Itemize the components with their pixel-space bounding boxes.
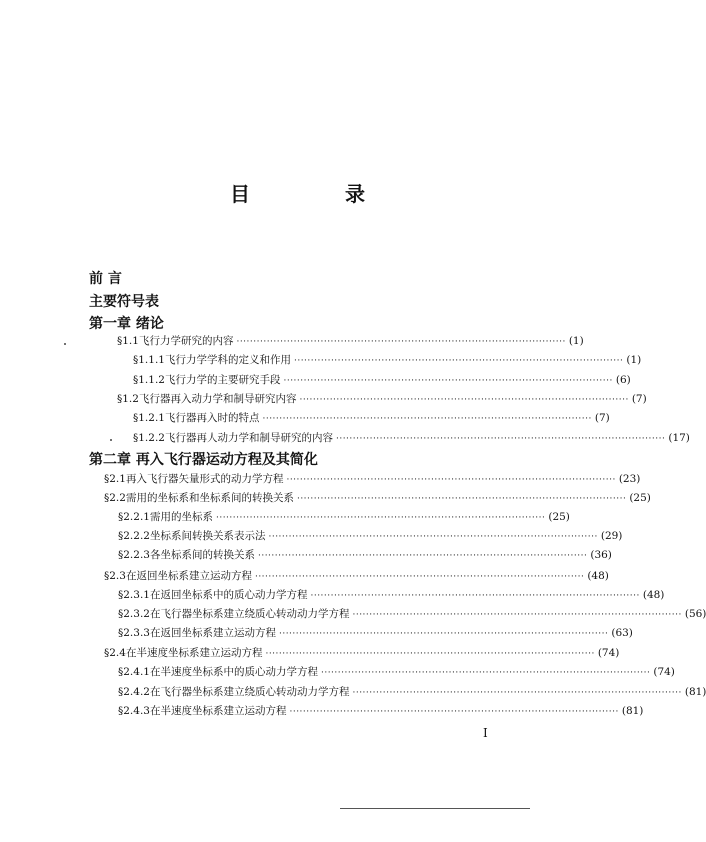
bottom-rule bbox=[340, 808, 530, 809]
section-title: 在半速度坐标系中的质心动力学方程 bbox=[149, 666, 318, 678]
dot-leader: ·································································································· bbox=[286, 475, 616, 485]
section-number: §2.2.2 bbox=[118, 530, 150, 542]
page-number: (48) bbox=[587, 570, 609, 582]
section-number: §1.1 bbox=[117, 335, 139, 347]
folio: I bbox=[483, 726, 488, 740]
section-title: 在飞行器坐标系建立绕质心转动动力学方程 bbox=[149, 608, 350, 620]
section-number: §2.4.3 bbox=[118, 705, 150, 717]
page-number: (74) bbox=[653, 666, 675, 678]
section-title: 飞行力学学科的定义和作用 bbox=[164, 354, 291, 366]
page-number: (7) bbox=[594, 412, 610, 424]
section-number: §1.2.2 bbox=[133, 432, 165, 444]
section-title: 在半速度坐标系建立运动方程 bbox=[149, 705, 287, 717]
section-number: §2.4.2 bbox=[118, 686, 150, 698]
toc-entry[interactable] bbox=[118, 625, 633, 641]
section-number: §1.1.1 bbox=[133, 354, 165, 366]
page-number: (25) bbox=[548, 511, 570, 523]
scan-speck bbox=[64, 343, 66, 345]
section-title: 在返回坐标系建立运动方程 bbox=[125, 570, 252, 582]
section-title: 飞行器再入时的特点 bbox=[164, 412, 260, 424]
toc-entry[interactable] bbox=[118, 664, 675, 680]
dot-leader: ·································································································· bbox=[289, 707, 619, 717]
section-title: 在飞行器坐标系建立绕质心转动动力学方程 bbox=[149, 686, 350, 698]
section-number: §2.3 bbox=[104, 570, 126, 582]
section-number: §2.4.1 bbox=[118, 666, 150, 678]
page-number: (17) bbox=[668, 432, 690, 444]
dot-leader: ·································································································· bbox=[320, 668, 651, 678]
section-number: §2.3.2 bbox=[118, 608, 150, 620]
section-number: §2.4 bbox=[104, 647, 126, 659]
toc-entry[interactable] bbox=[118, 703, 644, 719]
dot-leader: ·································································································· bbox=[254, 572, 585, 582]
page-number: (74) bbox=[597, 647, 620, 659]
toc-entry[interactable] bbox=[118, 684, 706, 700]
section-number: §2.2.3 bbox=[118, 549, 150, 561]
section-number: §1.2.1 bbox=[133, 412, 165, 424]
toc-entry[interactable] bbox=[104, 645, 620, 661]
page-number: (7) bbox=[631, 393, 647, 405]
section-number: §1.2 bbox=[117, 393, 139, 405]
dot-leader: ·································································································· bbox=[299, 395, 629, 405]
heading-symbols: 主要符号表 bbox=[89, 294, 159, 310]
toc-entry[interactable] bbox=[133, 410, 610, 426]
page-number: (56) bbox=[684, 608, 706, 620]
section-title: 在返回坐标系中的质心动力学方程 bbox=[149, 589, 308, 601]
page-number: (1) bbox=[568, 335, 584, 347]
heading-chapter-2: 第二章 再入飞行器运动方程及其简化 bbox=[89, 452, 318, 468]
section-title: 在返回坐标系建立运动方程 bbox=[149, 627, 276, 639]
page-title: 目 录 bbox=[230, 182, 409, 206]
dot-leader: ·································································································· bbox=[215, 513, 546, 523]
toc-entry[interactable] bbox=[133, 430, 690, 446]
toc-entry[interactable] bbox=[118, 509, 570, 525]
dot-leader: ·································································································· bbox=[257, 551, 588, 561]
dot-leader: ·································································································· bbox=[293, 356, 624, 366]
section-title: 飞行器再人动力学和制导研究的内容 bbox=[164, 432, 333, 444]
dot-leader: ·································································································· bbox=[335, 434, 666, 444]
section-number: §2.2.1 bbox=[118, 511, 150, 523]
section-title: 飞行器再入动力学和制导研究内容 bbox=[138, 393, 297, 405]
page-number: (1) bbox=[626, 354, 642, 366]
page-number: (23) bbox=[618, 473, 641, 485]
section-number: §2.3.3 bbox=[118, 627, 150, 639]
heading-chapter-1: 第一章 绪论 bbox=[89, 316, 164, 332]
page-number: (81) bbox=[621, 705, 644, 717]
toc-entry[interactable] bbox=[118, 547, 612, 563]
section-number: §2.3.1 bbox=[118, 589, 150, 601]
page-number: (63) bbox=[611, 627, 633, 639]
toc-entry[interactable] bbox=[118, 587, 665, 603]
toc-entry[interactable] bbox=[133, 352, 642, 368]
section-number: §2.2 bbox=[104, 492, 126, 504]
toc-entry[interactable] bbox=[133, 372, 631, 388]
page-number: (6) bbox=[615, 374, 631, 386]
toc-entry[interactable] bbox=[104, 490, 651, 506]
dot-leader: ·································································································· bbox=[268, 532, 598, 542]
dot-leader: ·································································································· bbox=[310, 591, 640, 601]
page-number: (81) bbox=[684, 686, 706, 698]
section-title: 需用的坐标系 bbox=[149, 511, 213, 523]
dot-leader: ·································································································· bbox=[236, 337, 566, 347]
toc-entry[interactable] bbox=[104, 471, 641, 487]
toc-entry[interactable] bbox=[117, 391, 647, 407]
section-title: 再入飞行器矢量形式的动力学方程 bbox=[125, 473, 284, 485]
dot-leader: ·································································································· bbox=[296, 494, 627, 504]
heading-preface: 前 言 bbox=[89, 271, 122, 287]
section-title: 飞行力学的主要研究手段 bbox=[164, 374, 281, 386]
toc-entry[interactable] bbox=[104, 568, 609, 584]
toc-entry[interactable] bbox=[117, 333, 584, 349]
scan-speck bbox=[110, 439, 112, 441]
page-number: (25) bbox=[629, 492, 651, 504]
section-number: §1.1.2 bbox=[133, 374, 165, 386]
section-title: 飞行力学研究的内容 bbox=[138, 335, 234, 347]
section-title: 需用的坐标系和坐标系间的转换关系 bbox=[125, 492, 294, 504]
dot-leader: ·································································································· bbox=[352, 688, 682, 698]
section-title: 各坐标系间的转换关系 bbox=[149, 549, 255, 561]
section-title: 在半速度坐标系建立运动方程 bbox=[125, 647, 263, 659]
dot-leader: ·································································································· bbox=[265, 649, 595, 659]
toc-entry[interactable] bbox=[118, 528, 623, 544]
page-number: (48) bbox=[642, 589, 665, 601]
toc-entry[interactable] bbox=[118, 606, 706, 622]
dot-leader: ·································································································· bbox=[283, 376, 613, 386]
section-title: 坐标系间转换关系表示法 bbox=[149, 530, 266, 542]
section-number: §2.1 bbox=[104, 473, 126, 485]
dot-leader: ·································································································· bbox=[352, 610, 682, 620]
page-number: (29) bbox=[600, 530, 623, 542]
dot-leader: ·································································································· bbox=[278, 629, 609, 639]
page-number: (36) bbox=[590, 549, 612, 561]
dot-leader: ·································································································· bbox=[262, 414, 592, 424]
